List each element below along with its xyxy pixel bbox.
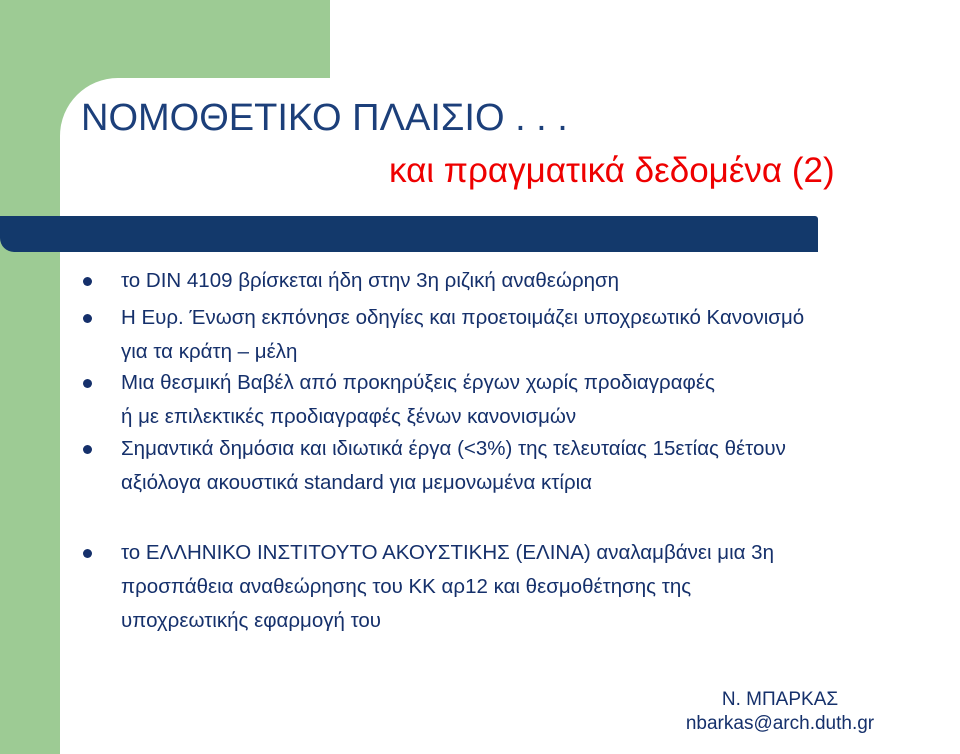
bullet-item [78,366,948,434]
bullet-dot-icon [83,379,92,388]
bullet-text-line: προσπάθεια αναθεώρησης του ΚΚ αρ12 και θεσμοθέτησης της [121,575,692,598]
bullet-text-line: Μια θεσμική Βαβέλ από προκηρύξεις έργων χωρίς προδιαγραφές [121,371,715,394]
bullet-dot-icon [83,445,92,454]
bullet-text-line: για τα κράτη – μέλη [121,340,298,363]
title-divider-bar [0,216,818,252]
author-name: Ν. ΜΠΑΡΚΑΣ [721,689,839,710]
bullet-item [78,301,948,369]
bullet-text-line: αξιόλογα ακουστικά standard για μεμονωμένα κτίρια [121,471,593,494]
bullet-text-line: ή με επιλεκτικές προδιαγραφές ξένων κανονισμών [121,405,577,428]
bullet-item [78,264,948,298]
bullet-item [78,536,948,638]
bullet-text-line: το ΕΛΛΗΝΙΚΟ ΙΝΣΤΙΤΟΥΤΟ ΑΚΟΥΣΤΙΚΗΣ (ΕΛΙΝΑ) αναλαμβάνει μια 3η [121,541,774,564]
bullet-dot-icon [83,277,92,286]
slide-title: ΝΟΜΟΘΕΤΙΚΟ ΠΛΑΙΣΙΟ . . . [81,97,568,139]
bullet-dot-icon [83,314,92,323]
bullet-text-line: υποχρεωτικής εφαρμογή του [121,609,381,632]
slide-subtitle: και πραγματικά δεδομένα (2) [389,151,835,190]
bullet-dot-icon [83,549,92,558]
bullet-text-line: Σημαντικά δημόσια και ιδιωτικά έργα (<3%) της τελευταίας 15ετίας θέτουν [121,437,786,460]
bullet-item [78,432,948,500]
bullet-text-line: το DIN 4109 βρίσκεται ήδη στην 3η ριζική αναθεώρηση [121,269,620,292]
author-email: nbarkas@arch.duth.gr [685,713,875,734]
author-signature [675,688,885,736]
bullet-text-line: Η Ευρ. Ένωση εκπόνησε οδηγίες και προετοιμάζει υποχρεωτικό Κανονισμό [121,306,805,329]
